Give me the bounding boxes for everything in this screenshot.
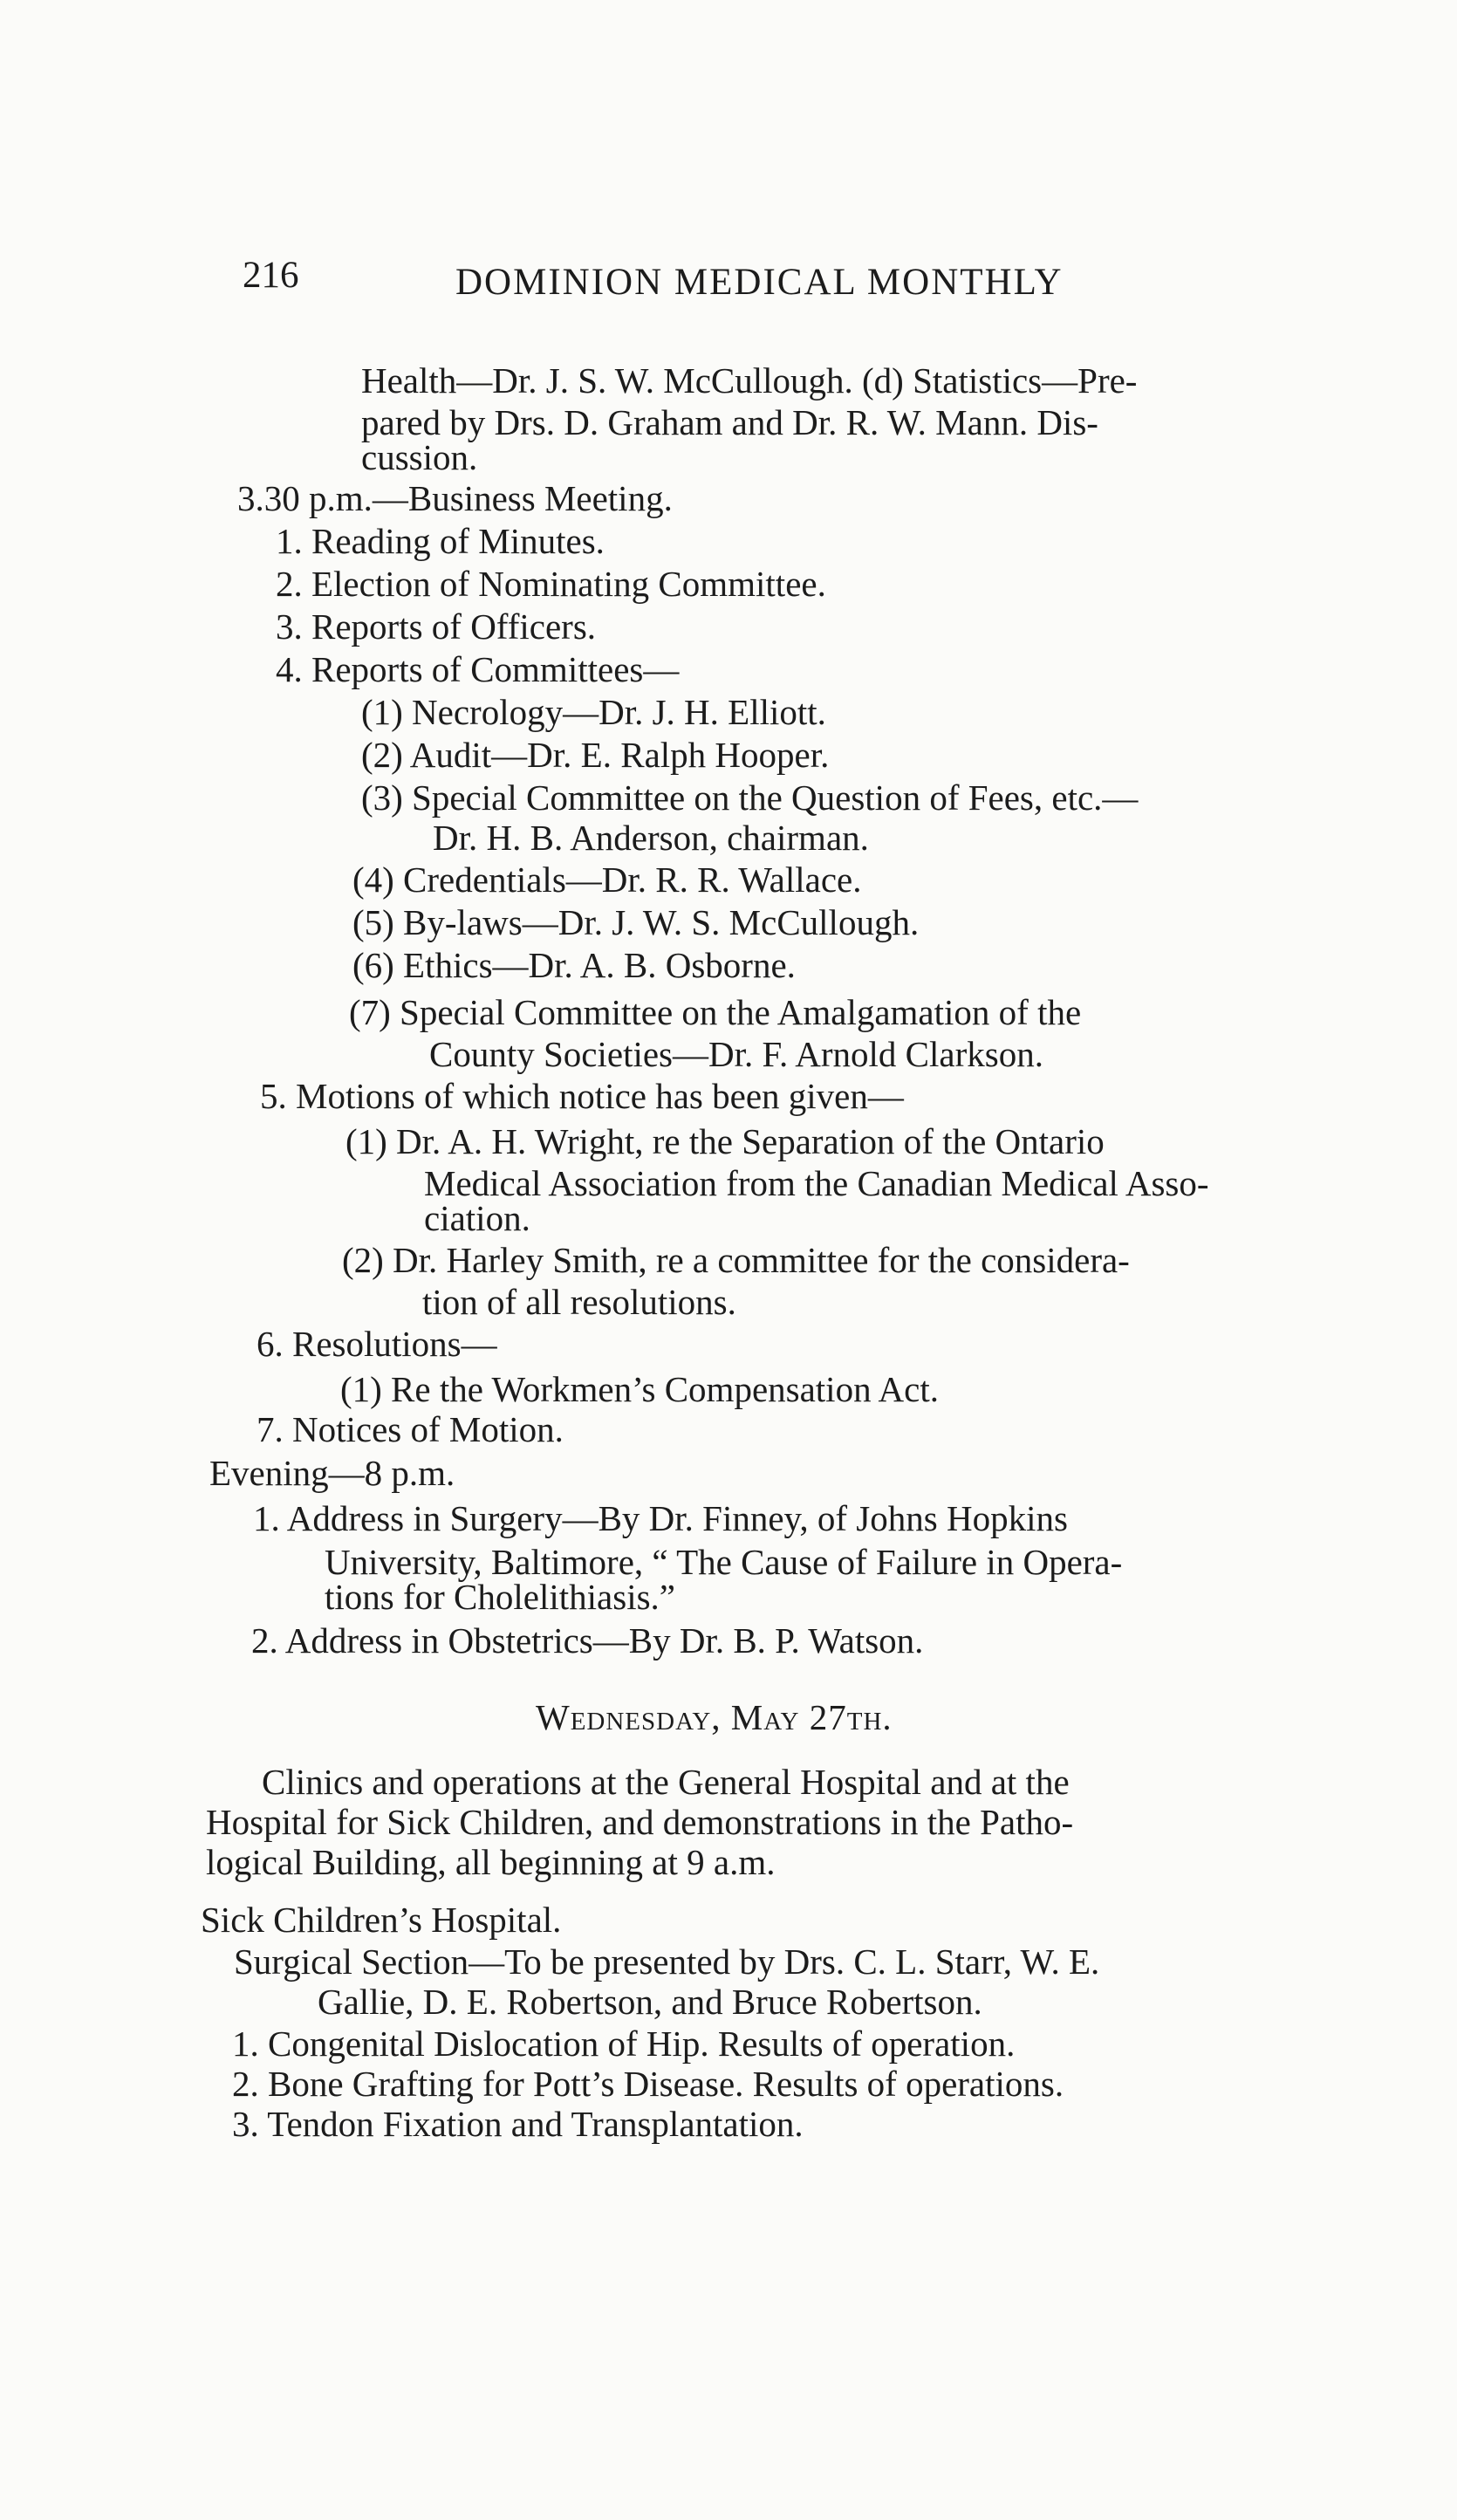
section-label: Sick Children’s Hospital.	[201, 1900, 562, 1940]
list-item: 6. Resolutions—	[257, 1324, 497, 1364]
text-line: County Societies—Dr. F. Arnold Clarkson.	[429, 1034, 1043, 1074]
sub-list-item: (7) Special Committee on the Amalgamation of the	[349, 992, 1082, 1032]
text-line: cussion.	[361, 437, 478, 477]
sub-list-item: (1) Re the Workmen’s Compensation Act.	[340, 1369, 940, 1409]
list-item: 3. Reports of Officers.	[276, 606, 597, 647]
list-item: 2. Bone Grafting for Pott’s Disease. Results of operations.	[232, 2064, 1064, 2104]
text-line: Surgical Section—To be presented by Drs. C. L. Starr, W. E.	[234, 1941, 1100, 1982]
sub-list-item: (1) Dr. A. H. Wright, re the Separation of the Ontario	[345, 1121, 1105, 1161]
sub-list-item: (1) Necrology—Dr. J. H. Elliott.	[361, 692, 826, 732]
text-line: Medical Association from the Canadian Medical Asso-	[424, 1163, 1209, 1203]
list-item: 5. Motions of which notice has been given—	[260, 1076, 904, 1116]
text-line: Dr. H. B. Anderson, chairman.	[433, 818, 869, 858]
list-item: 1. Reading of Minutes.	[276, 521, 605, 561]
list-item: 2. Election of Nominating Committee.	[276, 564, 826, 604]
list-item: 3. Tendon Fixation and Transplantation.	[232, 2104, 804, 2144]
sub-list-item: (4) Credentials—Dr. R. R. Wallace.	[352, 859, 862, 900]
list-item: 2. Address in Obstetrics—By Dr. B. P. Watson.	[251, 1620, 924, 1661]
list-item: 1. Address in Surgery—By Dr. Finney, of Johns Hopkins	[253, 1498, 1068, 1538]
section-heading: Wednesday, May 27th.	[536, 1697, 893, 1737]
sub-list-item: (2) Dr. Harley Smith, re a committee for the considera-	[342, 1240, 1130, 1280]
list-item: 4. Reports of Committees—	[276, 649, 680, 689]
running-title: DOMINION MEDICAL MONTHLY	[455, 262, 1064, 303]
text-line: 3.30 p.m.—Business Meeting.	[237, 478, 673, 518]
text-line: Hospital for Sick Children, and demonstrations in the Patho-	[206, 1802, 1074, 1842]
sub-list-item: (3) Special Committee on the Question of Fees, etc.—	[361, 777, 1139, 818]
sub-list-item: (2) Audit—Dr. E. Ralph Hooper.	[361, 735, 830, 775]
list-item: 7. Notices of Motion.	[257, 1409, 564, 1449]
text-line: University, Baltimore, “ The Cause of Failure in Opera-	[325, 1542, 1123, 1582]
page-number: 216	[243, 255, 299, 296]
section-label: Evening—8 p.m.	[209, 1453, 455, 1493]
list-item: 1. Congenital Dislocation of Hip. Results of operation.	[232, 2024, 1016, 2064]
text-line: tion of all resolutions.	[422, 1282, 736, 1322]
text-line: logical Building, all beginning at 9 a.m.	[206, 1842, 776, 1882]
text-line: pared by Drs. D. Graham and Dr. R. W. Mann. Dis-	[361, 402, 1098, 442]
sub-list-item: (6) Ethics—Dr. A. B. Osborne.	[352, 945, 796, 985]
text-line: Clinics and operations at the General Hospital and at the	[262, 1762, 1070, 1802]
text-line: Health—Dr. J. S. W. McCullough. (d) Statistics—Pre-	[361, 360, 1138, 401]
text-line: ciation.	[424, 1198, 530, 1238]
text-line: tions for Cholelithiasis.”	[325, 1577, 675, 1617]
sub-list-item: (5) By-laws—Dr. J. W. S. McCullough.	[352, 902, 920, 942]
text-line: Gallie, D. E. Robertson, and Bruce Robertson.	[318, 1982, 982, 2022]
